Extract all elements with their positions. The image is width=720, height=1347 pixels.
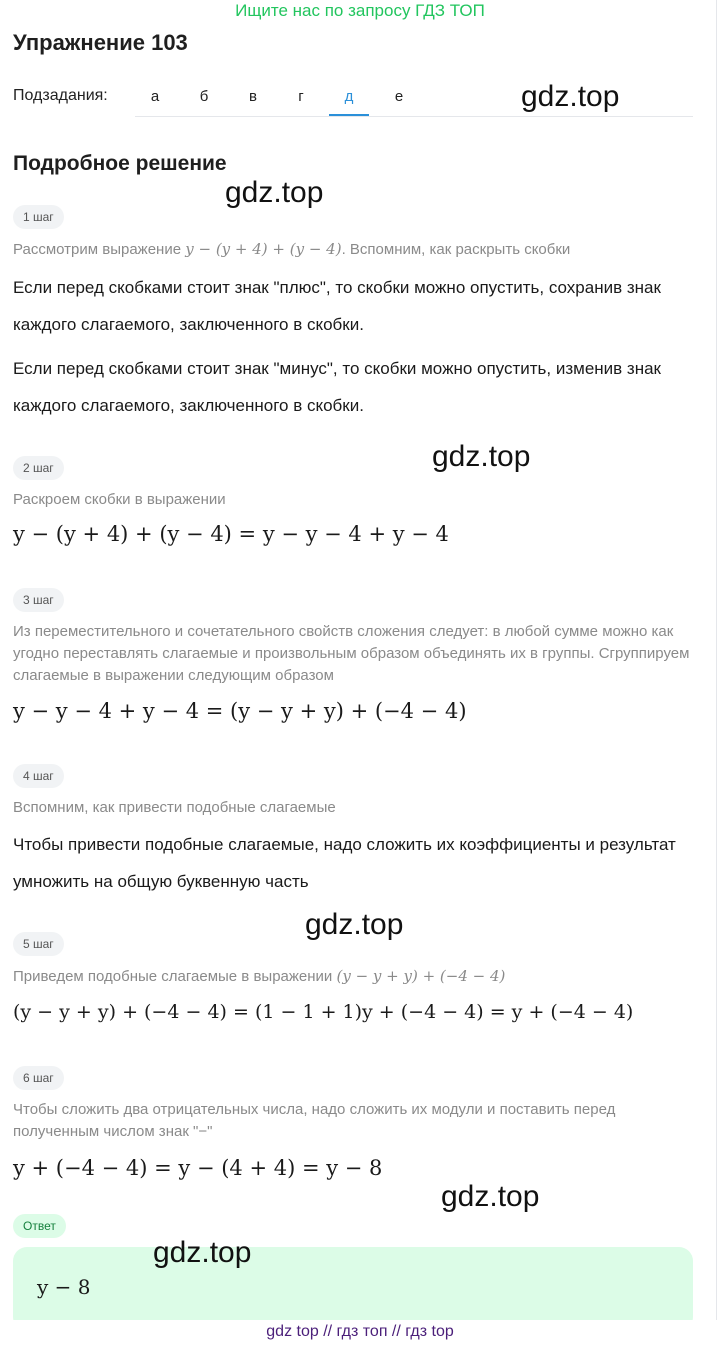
rule-paragraph: Если перед скобками стоит знак "минус", то скобки можно опустить, изменив знак каждого слагаемого, заключенного в скобки.	[13, 359, 661, 415]
tab-a[interactable]: а	[150, 88, 160, 105]
formula: y + (−4 − 4) = y − (4 + 4) = y − 8	[13, 1156, 383, 1180]
tab-e[interactable]: е	[394, 88, 404, 105]
watermark: gdz.top	[441, 1180, 540, 1213]
step-note: Чтобы сложить два отрицательных числа, надо сложить их модули и поставить перед полученным числом знак "−"	[13, 1101, 616, 1140]
step-note: Из переместительного и сочетательного свойств сложения следует: в любой сумме можно как угодно переставлять слагаемые и произвольным образом объединять их в группы. Сгруппируем слагаемые в выражении следующим образом	[13, 623, 690, 684]
tab-v[interactable]: в	[249, 88, 257, 105]
rule-paragraph: Если перед скобками стоит знак "плюс", то скобки можно опустить, сохранив знак каждого слагаемого, заключенного в скобки.	[13, 278, 661, 334]
inline-formula: y − (y + 4) + (y − 4)	[185, 240, 342, 258]
step-note-text: Рассмотрим выражение	[13, 241, 182, 258]
answer-box	[13, 1247, 693, 1331]
solution-title: Подробное решение	[13, 152, 227, 175]
step-note-text: Приведем подобные слагаемые в выражении	[13, 968, 333, 985]
step-badge: 6 шаг	[13, 1066, 64, 1090]
tab-d[interactable]: д	[329, 79, 369, 116]
step-note	[13, 238, 703, 261]
watermark: gdz.top	[432, 440, 531, 473]
page-title: Упражнение 103	[13, 30, 188, 55]
watermark: gdz.top	[153, 1236, 252, 1269]
step-badge: 3 шаг	[13, 588, 64, 612]
step-badge: 4 шаг	[13, 764, 64, 788]
tab-g[interactable]: г	[298, 88, 304, 105]
step-badge: 2 шаг	[13, 456, 64, 480]
answer-value: y − 8	[37, 1275, 91, 1299]
step-badge: 1 шаг	[13, 205, 64, 229]
watermark: gdz.top	[225, 176, 324, 209]
top-banner: Ищите нас по запросу ГДЗ ТОП	[235, 1, 485, 20]
tab-b[interactable]: б	[199, 88, 209, 105]
inline-formula: (y − y + y) + (−4 − 4)	[336, 967, 506, 985]
step-note	[13, 965, 703, 988]
right-divider	[716, 0, 717, 1320]
step-note-tail: . Вспомним, как раскрыть скобки	[341, 241, 571, 258]
step-badge: 5 шаг	[13, 932, 64, 956]
formula: y − (y + 4) + (y − 4) = y − y − 4 + y − 4	[13, 522, 449, 546]
subtasks-label: Подзадания:	[13, 87, 108, 104]
formula: (y − y + y) + (−4 − 4) = (1 − 1 + 1)y + (−4 − 4) = y + (−4 − 4)	[13, 1001, 634, 1023]
watermark: gdz.top	[305, 908, 404, 941]
rule-paragraph: Чтобы привести подобные слагаемые, надо сложить их коэффициенты и результат умножить на общую буквенную часть	[13, 835, 676, 891]
footer-links[interactable]: gdz top // гдз топ // гдз top	[0, 1320, 720, 1347]
answer-badge: Ответ	[13, 1214, 66, 1238]
step-note: Вспомним, как привести подобные слагаемые	[13, 799, 336, 816]
formula: y − y − 4 + y − 4 = (y − y + y) + (−4 − 4)	[13, 699, 467, 723]
watermark: gdz.top	[521, 80, 620, 113]
step-note: Раскроем скобки в выражении	[13, 491, 226, 508]
